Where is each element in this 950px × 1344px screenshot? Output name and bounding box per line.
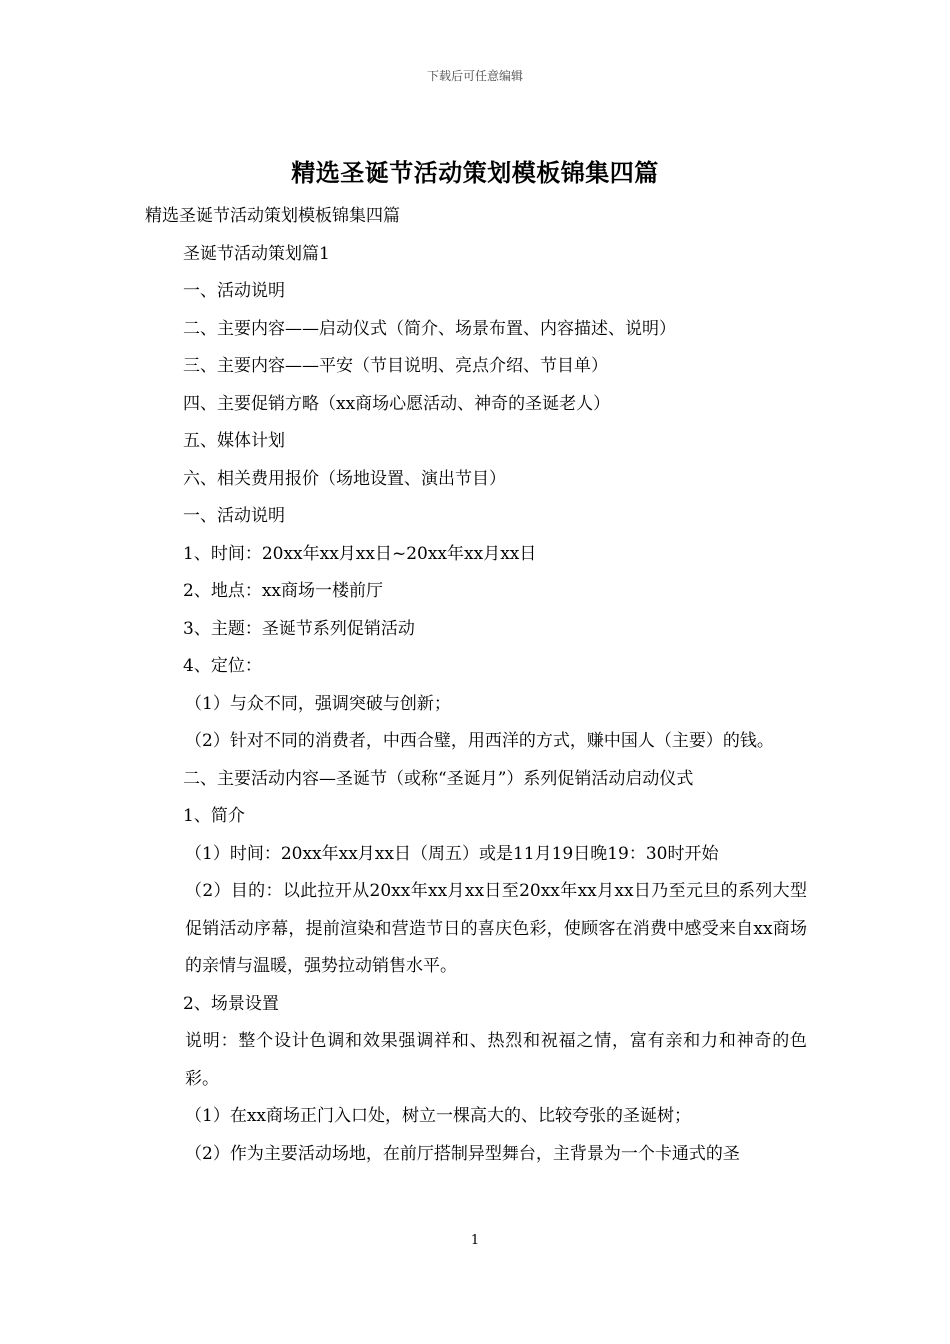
paragraph: 1、简介 bbox=[183, 806, 245, 826]
page-header-note: 下载后可任意编辑 bbox=[426, 69, 523, 83]
document-title: 精选圣诞节活动策划模板锦集四篇 bbox=[291, 158, 659, 187]
paragraph: 六、相关费用报价（场地设置、演出节目） bbox=[183, 468, 506, 489]
paragraph: 四、主要促销方略（xx商场心愿活动、神奇的圣诞老人） bbox=[183, 393, 611, 414]
paragraph: 1、时间：20xx年xx月xx日~20xx年xx月xx日 bbox=[183, 543, 537, 564]
paragraph: （2）针对不同的消费者，中西合璧，用西洋的方式，赚中国人（主要）的钱。 bbox=[185, 731, 774, 751]
paragraph: 二、主要活动内容—圣诞节（或称“圣诞月”）系列促销活动启动仪式 bbox=[183, 768, 694, 789]
document-body bbox=[145, 198, 807, 1173]
paragraph: 精选圣诞节活动策划模板锦集四篇 bbox=[145, 206, 400, 226]
paragraph: （2）作为主要活动场地，在前厅搭制异型舞台，主背景为一个卡通式的圣 bbox=[185, 1143, 740, 1164]
paragraph: 说明：整个设计色调和效果强调祥和、热烈和祝福之情，富有亲和力和神奇的色彩。 bbox=[185, 1031, 807, 1089]
paragraph: 圣诞节活动策划篇1 bbox=[183, 243, 330, 264]
paragraph: （1）与众不同，强调突破与创新； bbox=[185, 693, 451, 714]
paragraph: （2）目的：以此拉开从20xx年xx月xx日至20xx年xx月xx日乃至元旦的系列大型促销活动序幕，提前渲染和营造节日的喜庆色彩，使顾客在消费中感受来自xx商场的亲情与温暖，强势拉动销售水平。 bbox=[185, 881, 807, 976]
paragraph: 二、主要内容——启动仪式（简介、场景布置、内容描述、说明） bbox=[183, 318, 676, 339]
paragraph: 五、媒体计划 bbox=[183, 431, 285, 451]
paragraph: 三、主要内容——平安（节目说明、亮点介绍、节目单） bbox=[183, 356, 608, 376]
paragraph: 3、主题：圣诞节系列促销活动 bbox=[183, 618, 415, 639]
paragraph: （1）在xx商场正门入口处，树立一棵高大的、比较夸张的圣诞树； bbox=[185, 1106, 691, 1126]
paragraph: （1）时间：20xx年xx月xx日（周五）或是11月19日晚19：30时开始 bbox=[185, 843, 719, 864]
paragraph: 2、地点：xx商场一楼前厅 bbox=[183, 581, 383, 601]
paragraph: 一、活动说明 bbox=[183, 506, 285, 526]
paragraph: 一、活动说明 bbox=[183, 281, 285, 301]
paragraph: 4、定位： bbox=[183, 656, 262, 676]
page-number: 1 bbox=[470, 1233, 480, 1248]
paragraph: 2、场景设置 bbox=[183, 993, 279, 1014]
